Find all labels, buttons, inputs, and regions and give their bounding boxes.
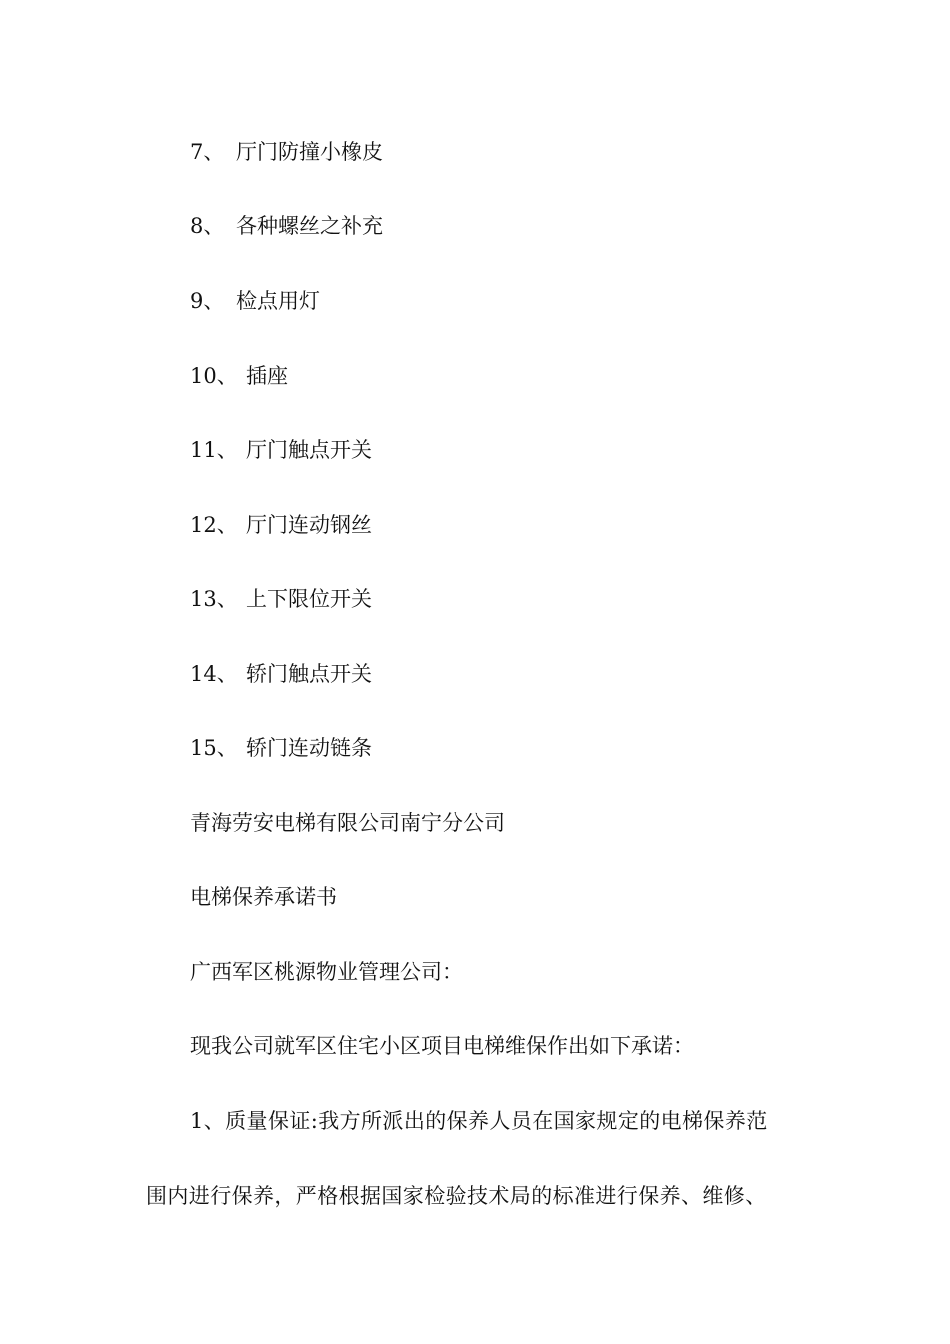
list-item-number: 7、 (190, 140, 225, 164)
list-item (190, 287, 320, 315)
list-item (190, 362, 288, 390)
list-item (190, 585, 372, 613)
list-item-text: 检点用灯 (236, 289, 320, 313)
list-item (190, 436, 372, 464)
list-item-number: 8、 (190, 214, 225, 238)
list-item (190, 212, 383, 240)
list-item-text: 上下限位开关 (246, 587, 372, 611)
list-item-number: 15、 (190, 736, 238, 760)
list-item-text: 厅门触点开关 (246, 438, 372, 462)
company-name: 青海劳安电梯有限公司南宁分公司 (190, 811, 505, 835)
clause-1-line-1: 1、质量保证:我方所派出的保养人员在国家规定的电梯保养范 (190, 1109, 768, 1133)
list-item-number: 13、 (190, 587, 238, 611)
list-item-number: 12、 (190, 513, 238, 537)
list-item (190, 660, 372, 688)
list-item-text: 各种螺丝之补充 (236, 214, 383, 238)
list-item-number: 10、 (190, 364, 238, 388)
list-item (190, 138, 383, 166)
list-item-number: 9、 (190, 289, 225, 313)
list-item-text: 轿门触点开关 (246, 662, 372, 686)
clause-1-line-2: 围内进行保养，严格根据国家检验技术局的标准进行保养、维修、 (146, 1184, 767, 1208)
list-item (190, 511, 372, 539)
list-item-text: 厅门连动钢丝 (246, 513, 372, 537)
list-item (190, 734, 372, 762)
list-item-text: 轿门连动链条 (246, 736, 372, 760)
list-item-text: 厅门防撞小橡皮 (236, 140, 383, 164)
list-item-text: 插座 (246, 364, 288, 388)
document-title: 电梯保养承诺书 (190, 885, 337, 909)
list-item-number: 11、 (190, 438, 238, 462)
intro-paragraph: 现我公司就军区住宅小区项目电梯维保作出如下承诺： (190, 1034, 694, 1058)
list-item-number: 14、 (190, 662, 238, 686)
addressee: 广西军区桃源物业管理公司： (190, 960, 463, 984)
